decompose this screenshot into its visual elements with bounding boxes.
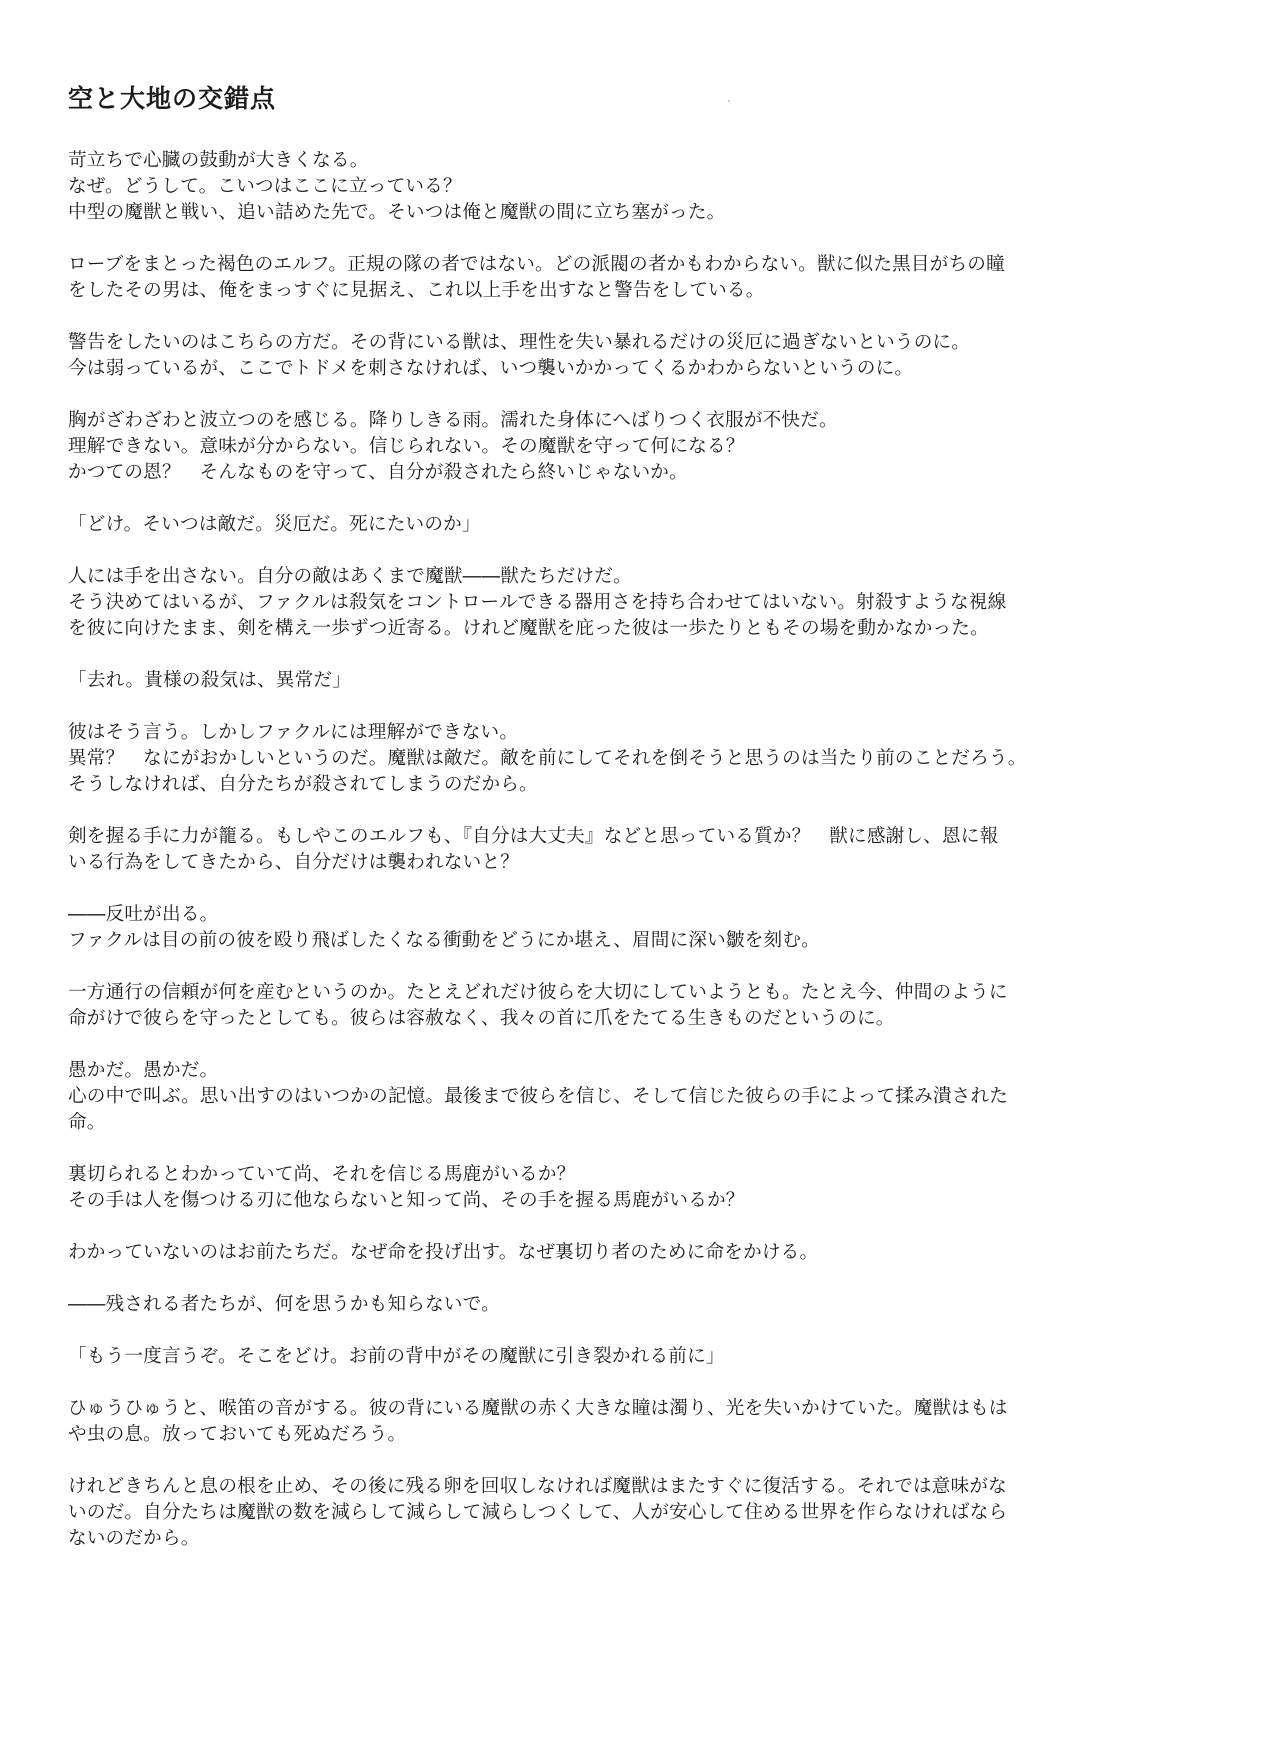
paragraph xyxy=(68,902,1188,954)
text-line: そうしなければ、自分たちが殺されてしまうのだから。 xyxy=(68,774,538,795)
text-line: 人には手を出さない。自分の敵はあくまで魔獣――獣たちだけだ。 xyxy=(68,566,632,587)
paragraph xyxy=(68,720,1188,798)
text-line: 心の中で叫ぶ。思い出すのはいつかの記憶。最後まで彼らを信じ、そして信じた彼らの手によって揉み潰された xyxy=(68,1086,1009,1107)
text-line: 苛立ちで心臓の鼓動が大きくなる。 xyxy=(68,150,369,171)
text-line: わかっていないのはお前たちだ。なぜ命を投げ出す。なぜ裏切り者のために命をかける。 xyxy=(68,1242,819,1263)
text-line: なぜ。どうして。こいつはここに立っている？ xyxy=(68,176,462,197)
text-line: かつての恩？ そんなものを守って、自分が殺されたら終いじゃないか。 xyxy=(68,462,688,483)
text-line: 「どけ。そいつは敵だ。災厄だ。死にたいのか」 xyxy=(68,514,481,535)
paragraph xyxy=(68,1474,1188,1552)
text-line: ローブをまとった褐色のエルフ。正規の隊の者ではない。どの派閥の者かもわからない。獣に似た黒目がちの瞳 xyxy=(68,254,1005,275)
text-line: その手は人を傷つける刃に他ならないと知って尚、その手を握る馬鹿がいるか？ xyxy=(68,1190,745,1211)
text-line: ファクルは目の前の彼を殴り飛ばしたくなる衝動をどうにか堪え、眉間に深い皺を刻む。 xyxy=(68,930,820,951)
text-line: 「もう一度言うぞ。そこをどけ。お前の背中がその魔獣に引き裂かれる前に」 xyxy=(68,1346,725,1367)
text-line: けれどきちんと息の根を止め、その後に残る卵を回収しなければ魔獣はまたすぐに復活する。それでは意味がな xyxy=(68,1476,1007,1497)
text-line: 裏切られるとわかっていて尚、それを信じる馬鹿がいるか？ xyxy=(68,1164,576,1185)
text-line: ないのだから。 xyxy=(68,1528,200,1549)
text-line: 今は弱っているが、ここでトドメを刺さなければ、いつ襲いかかってくるかわからないというのに。 xyxy=(68,358,914,379)
paragraph xyxy=(68,980,1188,1032)
text-line: 「去れ。貴様の殺気は、異常だ」 xyxy=(68,670,352,691)
text-line: 愚かだ。愚かだ。 xyxy=(68,1060,219,1081)
text-line: そう決めてはいるが、ファクルは殺気をコントロールできる器用さを持ち合わせてはいない。射殺すような視線 xyxy=(68,592,1007,613)
paragraph xyxy=(68,148,1188,226)
paragraph xyxy=(68,1396,1188,1448)
text-line: ひゅうひゅうと、喉笛の音がする。彼の背にいる魔獣の赤く大きな瞳は濁り、光を失いかけていた。魔獣はもは xyxy=(68,1398,1008,1419)
paragraph xyxy=(68,1058,1188,1136)
paragraph xyxy=(68,1240,1188,1266)
text-line: を彼に向けたまま、剣を構え一歩ずつ近寄る。けれど魔獣を庇った彼は一歩たりともその場を動かなかった。 xyxy=(68,618,989,639)
text-line: 彼はそう言う。しかしファクルには理解ができない。 xyxy=(68,722,519,743)
text-line: をしたその男は、俺をまっすぐに見据え、これ以上手を出すなと警告をしている。 xyxy=(68,280,765,301)
text-line: いのだ。自分たちは魔獣の数を減らして減らして減らしつくして、人が安心して住める世界を作らなければなら xyxy=(68,1502,1008,1523)
paragraph xyxy=(68,252,1188,304)
text-line: 理解できない。意味が分からない。信じられない。その魔獣を守って何になる？ xyxy=(68,436,745,457)
text-line: いる行為をしてきたから、自分だけは襲われないと？ xyxy=(68,852,520,873)
paragraph xyxy=(68,1292,1188,1318)
paragraph xyxy=(68,668,1188,694)
page-title: 空と大地の交錯点 xyxy=(68,84,277,113)
paragraph xyxy=(68,408,1188,486)
text-line: 胸がざわざわと波立つのを感じる。降りしきる雨。濡れた身体にへばりつく衣服が不快だ。 xyxy=(68,410,838,431)
paragraph xyxy=(68,1344,1188,1370)
text-line: や虫の息。放っておいても死ぬだろう。 xyxy=(68,1424,407,1445)
paragraph xyxy=(68,564,1188,642)
paragraph xyxy=(68,1162,1188,1214)
text-line: ――残される者たちが、何を思うかも知らないで。 xyxy=(68,1294,500,1315)
text-line: 命。 xyxy=(68,1112,106,1133)
text-line: 一方通行の信頼が何を産むというのか。たとえどれだけ彼らを大切にしていようとも。たとえ今、仲間のように xyxy=(68,982,1008,1003)
text-line: 警告をしたいのはこちらの方だ。その背にいる獣は、理性を失い暴れるだけの災厄に過ぎないというのに。 xyxy=(68,332,971,353)
text-line: 異常？ なにがおかしいというのだ。魔獣は敵だ。敵を前にしてそれを倒そうと思うのは当たり前のことだろう。 xyxy=(68,748,1027,769)
paragraph xyxy=(68,512,1188,538)
text-line: 剣を握る手に力が籠る。もしやこのエルフも、『自分は大丈夫』などと思っている質か？ 獣に感謝し、恩に報 xyxy=(68,826,999,847)
text-line: 中型の魔獣と戦い、追い詰めた先で。そいつは俺と魔獣の間に立ち塞がった。 xyxy=(68,202,726,223)
text-line: 命がけで彼らを守ったとしても。彼らは容赦なく、我々の首に爪をたてる生きものだというのに。 xyxy=(68,1008,895,1029)
paragraph xyxy=(68,824,1188,876)
document-page xyxy=(68,82,1188,1578)
body-text xyxy=(68,148,1188,1552)
text-line: ――反吐が出る。 xyxy=(68,904,219,925)
paragraph xyxy=(68,330,1188,382)
